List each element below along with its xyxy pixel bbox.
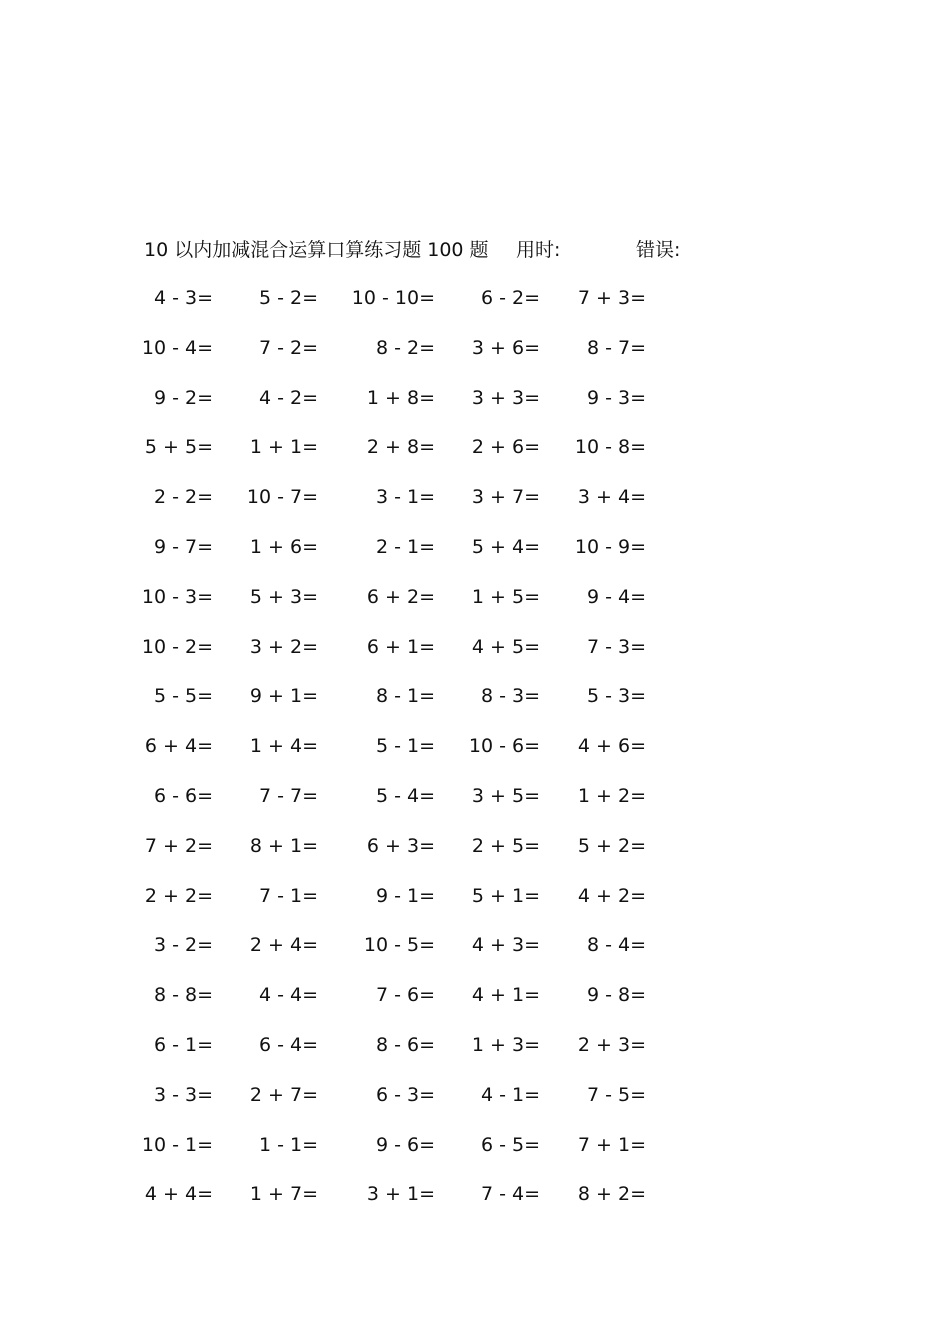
problem-item: 6 + 3= <box>366 834 435 857</box>
problem-item: 3 - 2= <box>153 934 213 957</box>
problem-item: 1 - 1= <box>258 1133 318 1156</box>
problem-row <box>0 682 950 732</box>
problem-item: 5 - 4= <box>375 784 435 807</box>
problem-row <box>0 533 950 583</box>
error-count-label: 错误: <box>636 239 681 261</box>
problem-item: 5 - 2= <box>258 287 318 309</box>
problem-item: 4 - 3= <box>153 287 213 309</box>
problem-item: 1 + 2= <box>577 784 646 807</box>
problem-item: 1 + 7= <box>249 1183 318 1206</box>
problem-item: 6 - 5= <box>480 1133 540 1156</box>
problem-item: 5 + 4= <box>471 535 540 558</box>
problem-item: 7 - 6= <box>375 984 435 1007</box>
problem-row <box>0 732 950 782</box>
problem-item: 6 + 2= <box>366 585 435 608</box>
problem-item: 7 + 3= <box>577 287 646 309</box>
problem-item: 9 + 1= <box>249 685 318 708</box>
problem-item: 2 + 7= <box>249 1083 318 1106</box>
problem-grid <box>0 284 950 1230</box>
problem-row <box>0 583 950 633</box>
problem-row <box>0 782 950 832</box>
problem-item: 9 - 1= <box>375 884 435 907</box>
problem-row <box>0 981 950 1031</box>
problem-item: 9 - 4= <box>586 585 646 608</box>
problem-item: 8 - 3= <box>480 685 540 708</box>
problem-item: 5 - 3= <box>586 685 646 708</box>
problem-item: 9 - 3= <box>586 386 646 409</box>
time-used-label: 用时: <box>516 239 561 261</box>
problem-item: 3 + 2= <box>249 635 318 658</box>
problem-row <box>0 832 950 882</box>
problem-item: 10 - 4= <box>141 336 213 359</box>
problem-item: 1 + 6= <box>249 535 318 558</box>
problem-item: 3 + 5= <box>471 784 540 807</box>
problem-item: 9 - 7= <box>153 535 213 558</box>
problem-item: 10 - 9= <box>574 535 646 558</box>
problem-item: 3 - 3= <box>153 1083 213 1106</box>
problem-item: 10 - 10= <box>351 287 435 309</box>
problem-row <box>0 882 950 932</box>
problem-row <box>0 1131 950 1181</box>
problem-item: 6 - 4= <box>258 1033 318 1056</box>
problem-item: 10 - 5= <box>363 934 435 957</box>
problem-row <box>0 1180 950 1230</box>
problem-item: 6 - 3= <box>375 1083 435 1106</box>
worksheet-title: 10 以内加减混合运算口算练习题 100 题 <box>144 239 489 261</box>
problem-item: 4 + 4= <box>144 1183 213 1206</box>
problem-item: 1 + 8= <box>366 386 435 409</box>
problem-row <box>0 334 950 384</box>
problem-item: 3 + 1= <box>366 1183 435 1206</box>
problem-item: 5 - 1= <box>375 735 435 758</box>
problem-item: 10 - 1= <box>141 1133 213 1156</box>
problem-row <box>0 633 950 683</box>
problem-item: 2 + 5= <box>471 834 540 857</box>
problem-item: 5 + 3= <box>249 585 318 608</box>
problem-row <box>0 384 950 434</box>
problem-item: 10 - 6= <box>468 735 540 758</box>
problem-item: 1 + 5= <box>471 585 540 608</box>
problem-item: 3 + 4= <box>577 486 646 509</box>
problem-item: 5 + 2= <box>577 834 646 857</box>
problem-item: 7 - 2= <box>258 336 318 359</box>
problem-row <box>0 483 950 533</box>
problem-row <box>0 1081 950 1131</box>
problem-item: 6 - 1= <box>153 1033 213 1056</box>
problem-item: 6 + 4= <box>144 735 213 758</box>
problem-item: 8 - 4= <box>586 934 646 957</box>
problem-item: 4 - 1= <box>480 1083 540 1106</box>
problem-item: 8 - 7= <box>586 336 646 359</box>
problem-item: 1 + 3= <box>471 1033 540 1056</box>
problem-item: 8 - 2= <box>375 336 435 359</box>
problem-item: 2 + 4= <box>249 934 318 957</box>
problem-item: 8 - 8= <box>153 984 213 1007</box>
problem-item: 3 + 7= <box>471 486 540 509</box>
problem-item: 3 - 1= <box>375 486 435 509</box>
problem-item: 4 + 2= <box>577 884 646 907</box>
problem-row <box>0 931 950 981</box>
problem-item: 7 + 2= <box>144 834 213 857</box>
problem-item: 2 + 6= <box>471 436 540 459</box>
problem-item: 9 - 6= <box>375 1133 435 1156</box>
problem-item: 10 - 7= <box>246 486 318 509</box>
problem-item: 8 - 6= <box>375 1033 435 1056</box>
problem-item: 10 - 2= <box>141 635 213 658</box>
problem-item: 1 + 4= <box>249 735 318 758</box>
problem-item: 5 + 1= <box>471 884 540 907</box>
problem-item: 10 - 8= <box>574 436 646 459</box>
problem-item: 2 + 3= <box>577 1033 646 1056</box>
problem-item: 4 - 4= <box>258 984 318 1007</box>
problem-item: 9 - 8= <box>586 984 646 1007</box>
problem-item: 4 - 2= <box>258 386 318 409</box>
problem-item: 5 + 5= <box>144 436 213 459</box>
problem-item: 6 - 2= <box>480 287 540 309</box>
problem-item: 9 - 2= <box>153 386 213 409</box>
problem-item: 3 + 6= <box>471 336 540 359</box>
problem-item: 2 + 2= <box>144 884 213 907</box>
problem-item: 8 - 1= <box>375 685 435 708</box>
problem-item: 10 - 3= <box>141 585 213 608</box>
problem-item: 7 - 5= <box>586 1083 646 1106</box>
problem-item: 2 - 2= <box>153 486 213 509</box>
problem-item: 1 + 1= <box>249 436 318 459</box>
problem-item: 3 + 3= <box>471 386 540 409</box>
problem-item: 4 + 1= <box>471 984 540 1007</box>
problem-row <box>0 284 950 334</box>
problem-item: 6 + 1= <box>366 635 435 658</box>
problem-item: 7 - 4= <box>480 1183 540 1206</box>
problem-item: 7 - 3= <box>586 635 646 658</box>
problem-item: 7 - 1= <box>258 884 318 907</box>
worksheet-header <box>0 236 950 264</box>
problem-item: 5 - 5= <box>153 685 213 708</box>
problem-item: 6 - 6= <box>153 784 213 807</box>
problem-item: 8 + 1= <box>249 834 318 857</box>
problem-row <box>0 1031 950 1081</box>
problem-item: 7 + 1= <box>577 1133 646 1156</box>
problem-item: 4 + 5= <box>471 635 540 658</box>
problem-item: 4 + 6= <box>577 735 646 758</box>
problem-item: 8 + 2= <box>577 1183 646 1206</box>
problem-item: 4 + 3= <box>471 934 540 957</box>
problem-item: 2 - 1= <box>375 535 435 558</box>
problem-item: 2 + 8= <box>366 436 435 459</box>
problem-item: 7 - 7= <box>258 784 318 807</box>
problem-row <box>0 433 950 483</box>
